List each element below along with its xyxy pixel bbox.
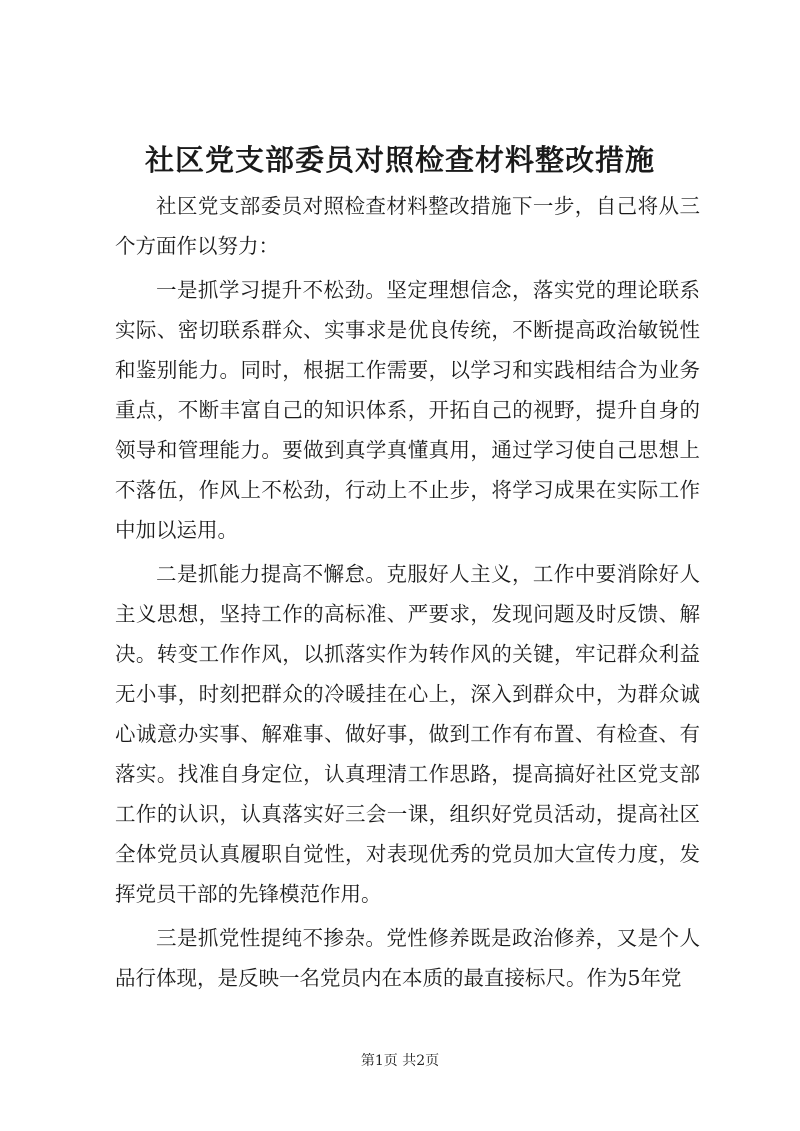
paragraph-intro: 社区党支部委员对照检查材料整改措施下一步，自己将从三个方面作以努力： xyxy=(115,194,700,258)
document-body xyxy=(115,186,700,1002)
paragraph-party-spirit: 三是抓党性提纯不掺杂。党性修养既是政治修养，又是个人品行体现，是反映一名党员内在本质的最直接标尺。作为5年党 xyxy=(115,926,700,990)
page-footer: 第1页 共2页 xyxy=(360,1053,440,1069)
paragraph-ability: 二是抓能力提高不懈怠。克服好人主义，工作中要消除好人主义思想，坚持工作的高标准、严要求，发现问题及时反馈、解决。转变工作作风，以抓落实作为转作风的关键，牢记群众利益无小事，时刻把群众的冷暖挂在心上，深入到群众中，为群众诚心诚意办实事、解难事、做好事，做到工作有布置、有检查、有落实。找准自身定位，认真理清工作思路，提高搞好社区党支部工作的认识，认真落实好三会一课，组织好党员活动，提高社区全体党员认真履职自觉性，对表现优秀的党员加大宣传力度，发挥党员干部的先锋模范作用。 xyxy=(115,562,700,906)
document-title: 社区党支部委员对照检查材料整改措施 xyxy=(144,143,655,177)
paragraph-study: 一是抓学习提升不松劲。坚定理想信念，落实党的理论联系实际、密切联系群众、实事求是优良传统，不断提高政治敏锐性和鉴别能力。同时，根据工作需要，以学习和实践相结合为业务重点，不断丰富自己的知识体系，开拓自己的视野，提升自身的领导和管理能力。要做到真学真懂真用，通过学习使自己思想上不落伍，作风上不松劲，行动上不止步，将学习成果在实际工作中加以运用。 xyxy=(115,278,700,542)
